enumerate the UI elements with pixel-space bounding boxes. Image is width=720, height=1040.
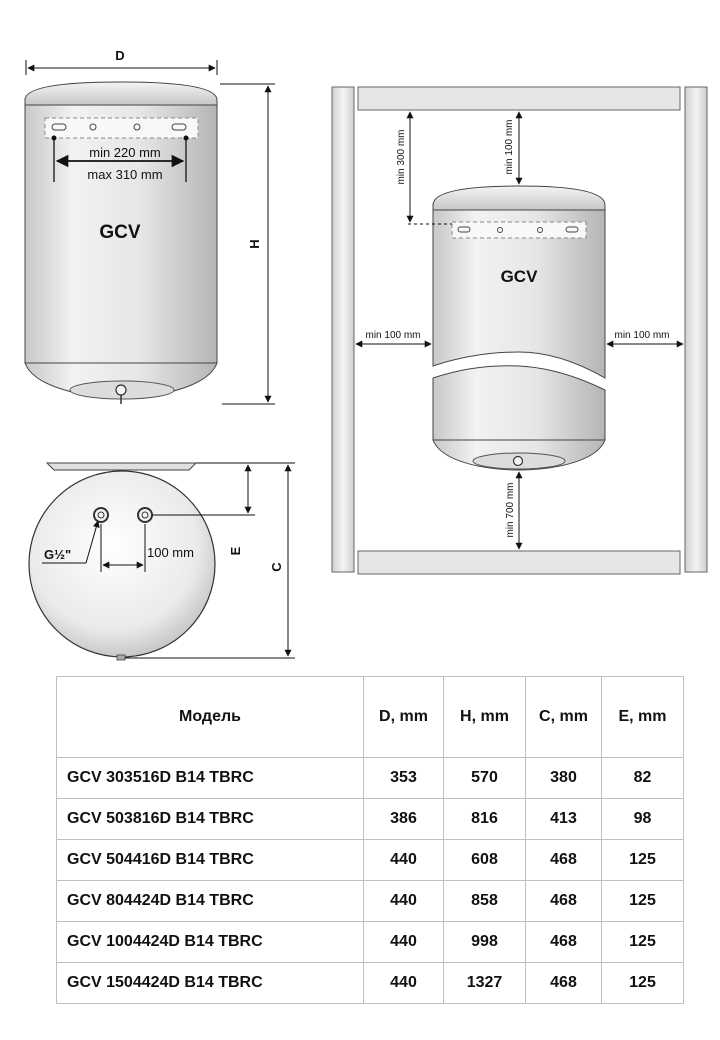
front-brand-logo: GCV (99, 222, 141, 243)
dimension-c-label: C (269, 562, 284, 572)
clearance-right-label: min 100 mm (614, 330, 670, 341)
header-e: E, mm (602, 677, 684, 758)
cell-model: GCV 1504424D B14 TBRC (57, 963, 364, 1004)
cell-model: GCV 303516D B14 TBRC (57, 758, 364, 799)
cell-h: 816 (444, 799, 526, 840)
header-c: C, mm (526, 677, 602, 758)
cell-c: 468 (526, 922, 602, 963)
install-brand-logo: GCV (500, 267, 538, 286)
cell-e: 125 (602, 881, 684, 922)
cell-c: 380 (526, 758, 602, 799)
mounting-bracket (45, 118, 198, 138)
cell-h: 998 (444, 922, 526, 963)
ceiling (358, 87, 680, 110)
water-outlet-pipe-icon (138, 508, 152, 522)
cell-e: 98 (602, 799, 684, 840)
bracket-max-label: max 310 mm (87, 167, 163, 182)
cell-h: 570 (444, 758, 526, 799)
table-row (57, 840, 684, 881)
cell-h: 1327 (444, 963, 526, 1004)
cell-c: 468 (526, 963, 602, 1004)
cell-model: GCV 503816D B14 TBRC (57, 799, 364, 840)
table-row (57, 922, 684, 963)
bottom-view (29, 463, 295, 660)
cell-d: 440 (364, 881, 444, 922)
table-row (57, 758, 684, 799)
install-thermostat-knob-icon (514, 457, 523, 466)
cell-d: 440 (364, 840, 444, 881)
cell-c: 468 (526, 840, 602, 881)
table-header-row (57, 677, 684, 758)
dimension-h-label: H (247, 239, 262, 249)
cell-h: 858 (444, 881, 526, 922)
cell-e: 125 (602, 963, 684, 1004)
installation-view (332, 87, 707, 574)
cell-model: GCV 1004424D B14 TBRC (57, 922, 364, 963)
cell-e: 82 (602, 758, 684, 799)
cell-e: 125 (602, 922, 684, 963)
bottom-disc (29, 471, 215, 657)
header-d: D, mm (364, 677, 444, 758)
pipe-spacing-label: 100 mm (147, 545, 194, 560)
clearance-top-bracket-label: min 300 mm (396, 129, 407, 185)
table-row (57, 963, 684, 1004)
table-row (57, 881, 684, 922)
floor (358, 551, 680, 574)
specifications-table (56, 676, 684, 1004)
wall-right (685, 87, 707, 572)
clearance-left-label: min 100 mm (365, 330, 421, 341)
header-h: H, mm (444, 677, 526, 758)
water-inlet-pipe-icon (94, 508, 108, 522)
cell-d: 440 (364, 963, 444, 1004)
cell-e: 125 (602, 840, 684, 881)
cell-c: 468 (526, 881, 602, 922)
thread-size-label: G½" (44, 547, 72, 562)
thermostat-knob-icon (116, 385, 126, 395)
dimension-e-label: E (228, 546, 243, 556)
clearance-top-label: min 100 mm (504, 119, 515, 175)
bracket-min-label: min 220 mm (89, 145, 161, 160)
heater-top-cap (25, 82, 217, 105)
install-heater-top-cap (433, 186, 605, 210)
cell-d: 440 (364, 922, 444, 963)
cell-c: 413 (526, 799, 602, 840)
bottom-bracket (47, 463, 196, 470)
dimension-d-label: D (115, 48, 125, 63)
header-model: Модель (57, 677, 364, 758)
front-view (25, 48, 275, 404)
table-row (57, 799, 684, 840)
cell-h: 608 (444, 840, 526, 881)
cell-model: GCV 804424D B14 TBRC (57, 881, 364, 922)
wall-left (332, 87, 354, 572)
install-heater-lower-body (433, 366, 605, 440)
cell-d: 386 (364, 799, 444, 840)
cell-d: 353 (364, 758, 444, 799)
cell-model: GCV 504416D B14 TBRC (57, 840, 364, 881)
clearance-bottom-label: min 700 mm (505, 482, 516, 538)
